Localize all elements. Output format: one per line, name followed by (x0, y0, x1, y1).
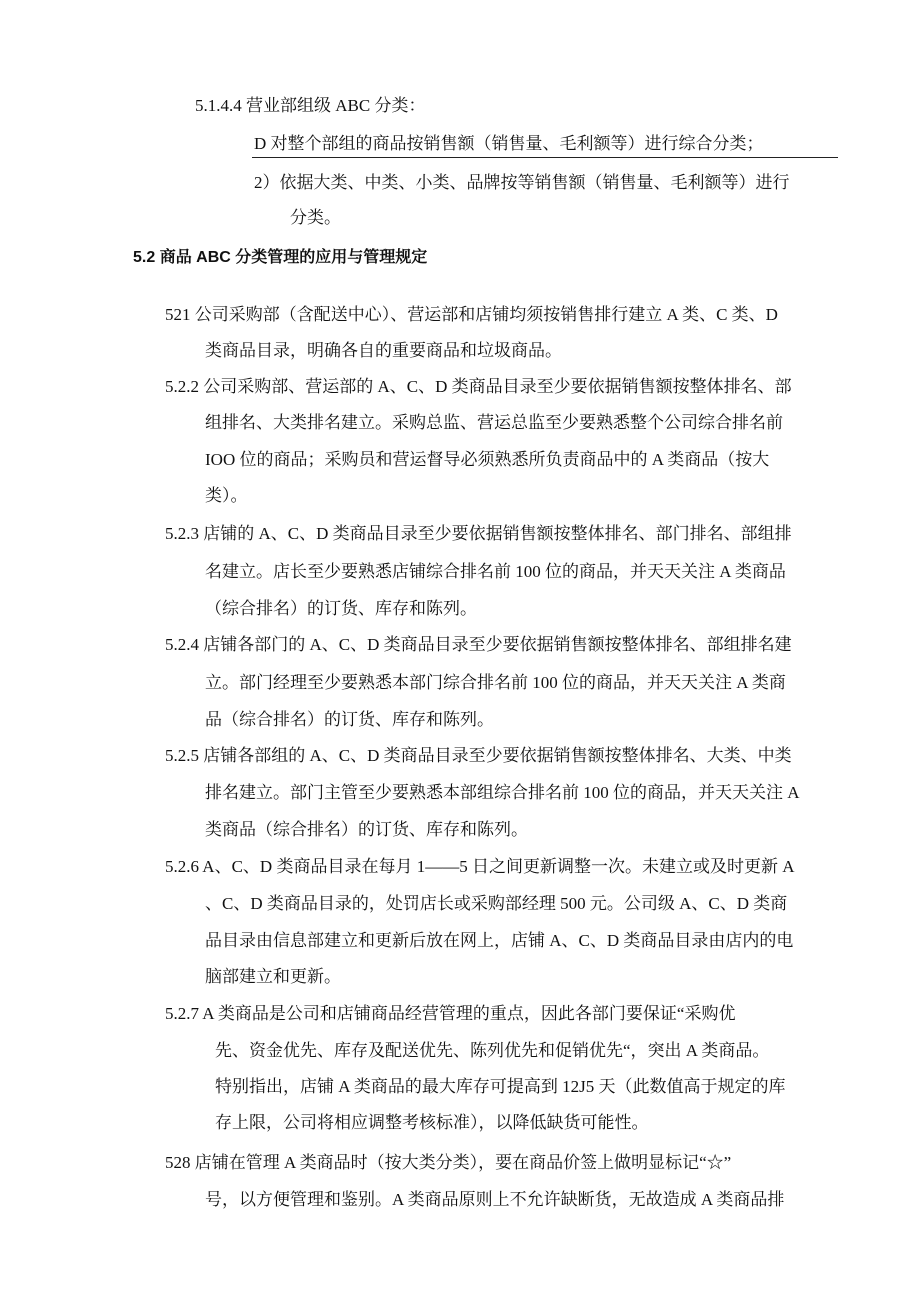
paragraph-523-line: （综合排名）的订货、库存和陈列。 (205, 599, 477, 618)
paragraph-522-line: 组排名、大类排名建立。采购总监、营运总监至少要熟悉整个公司综合排名前 (205, 413, 783, 432)
paragraph-522-line: 5.2.2 公司采购部、营运部的 A、C、D 类商品目录至少要依据销售额按整体排名、部 (165, 377, 792, 396)
paragraph-527-line: 5.2.7 A 类商品是公司和店铺商品经营管理的重点，因此各部门要保证“采购优 (165, 1004, 736, 1023)
paragraph-523-line: 5.2.3 店铺的 A、C、D 类商品目录至少要依据销售额按整体排名、部门排名、部组排 (165, 524, 792, 543)
paragraph-526-line: 5.2.6 A、C、D 类商品目录在每月 1——5 日之间更新调整一次。未建立或及时更新 A (165, 857, 795, 876)
paragraph-527-line: 先、资金优先、库存及配送优先、陈列优先和促销优先“，突出 A 类商品。 (215, 1041, 770, 1060)
paragraph-522-line: 类）。 (205, 486, 248, 505)
paragraph-525-line: 排名建立。部门主管至少要熟悉本部组综合排名前 100 位的商品，并天天关注 A (205, 783, 800, 802)
list-item-2-line-2: 分类。 (290, 208, 341, 227)
list-item-2-line-1: 2）依据大类、中类、小类、品牌按等销售额（销售量、毛利额等）进行 (254, 173, 790, 192)
paragraph-528-line: 528 店铺在管理 A 类商品时（按大类分类），要在商品价签上做明显标记“☆” (165, 1153, 732, 1172)
paragraph-527-line: 存上限，公司将相应调整考核标准），以降低缺货可能性。 (215, 1113, 649, 1132)
paragraph-523-line: 名建立。店长至少要熟悉店铺综合排名前 100 位的商品，并天天关注 A 类商品 (205, 562, 786, 581)
paragraph-526-line: 、C、D 类商品目录的，处罚店长或采购部经理 500 元。公司级 A、C、D 类商 (205, 894, 788, 913)
list-item-1: D 对整个部组的商品按销售额（销售量、毛利额等）进行综合分类； (254, 134, 764, 153)
paragraph-526-line: 品目录由信息部建立和更新后放在网上，店铺 A、C、D 类商品目录由店内的电 (205, 931, 794, 950)
section-heading-5-2: 5.2 商品 ABC 分类管理的应用与管理规定 (133, 249, 428, 266)
paragraph-525-line: 5.2.5 店铺各部组的 A、C、D 类商品目录至少要依据销售额按整体排名、大类、中类 (165, 746, 792, 765)
underline-rule (252, 157, 838, 158)
paragraph-525-line: 类商品（综合排名）的订货、库存和陈列。 (205, 820, 528, 839)
paragraph-527-line: 特别指出，店铺 A 类商品的最大库存可提高到 12J5 天（此数值高于规定的库 (215, 1077, 786, 1096)
paragraph-522-line: IOO 位的商品；采购员和营运督导必须熟悉所负责商品中的 A 类商品（按大 (205, 450, 770, 469)
paragraph-524-line: 品（综合排名）的订货、库存和陈列。 (205, 710, 494, 729)
paragraph-524-line: 立。部门经理至少要熟悉本部门综合排名前 100 位的商品，并天天关注 A 类商 (205, 673, 786, 692)
paragraph-524-line: 5.2.4 店铺各部门的 A、C、D 类商品目录至少要依据销售额按整体排名、部组排名建 (165, 635, 792, 654)
paragraph-521-line: 类商品目录，明确各自的重要商品和垃圾商品。 (205, 341, 562, 360)
paragraph-528-line: 号，以方便管理和鉴别。A 类商品原则上不允许缺断货，无故造成 A 类商品排 (205, 1190, 785, 1209)
paragraph-521-line: 521 公司采购部（含配送中心）、营运部和店铺均须按销售排行建立 A 类、C 类、D (165, 305, 778, 324)
subsection-title-5-1-4-4: 5.1.4.4 营业部组级 ABC 分类： (195, 96, 426, 115)
paragraph-526-line: 脑部建立和更新。 (205, 967, 341, 986)
